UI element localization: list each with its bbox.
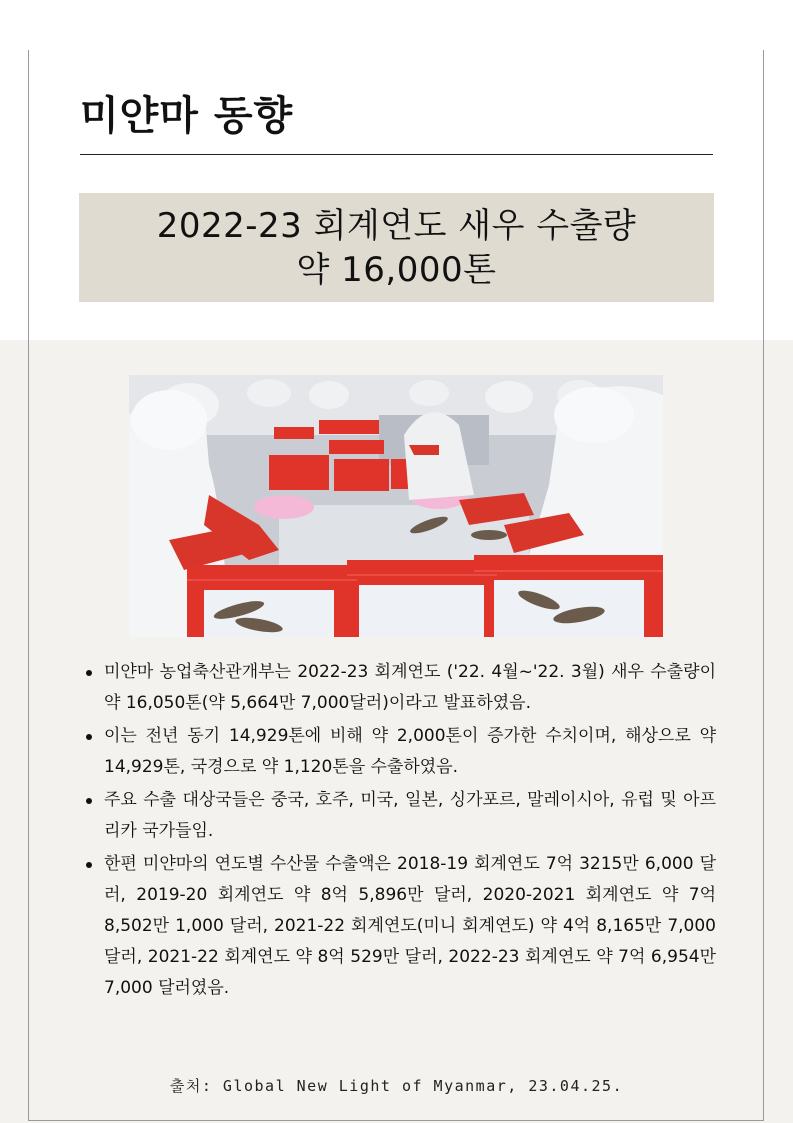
shrimp-processing-photo bbox=[129, 375, 663, 637]
bullet-dot-icon bbox=[86, 734, 92, 740]
title-divider bbox=[80, 154, 713, 155]
bullet-item bbox=[80, 849, 716, 1004]
page-title: 미얀마 동향 bbox=[80, 93, 294, 139]
bullet-item bbox=[80, 785, 716, 847]
bullet-text: 이는 전년 동기 14,929톤에 비해 약 2,000톤이 증가한 수치이며, 해상으로 약 14,929톤, 국경으로 약 1,120톤을 수출하였음. bbox=[104, 726, 716, 777]
bullet-dot-icon bbox=[86, 862, 92, 868]
bullet-text: 한편 미얀마의 연도별 수산물 수출액은 2018-19 회계연도 7억 3215만 6,000 달러, 2019-20 회계연도 약 8억 5,896만 달러, 2020-2021 회계연도 약 7억 8,502만 1,000 달러, 2021-22 회계연도(미니 회계연도) 약 4억 8,165만 7,000 달러, 2021-22 회계연도 약 8억 529만 달러, 2022-23 회계연도 약 7억 6,954만 7,000 달러였음. bbox=[104, 854, 716, 998]
headline-line-2: 약 16,000톤 bbox=[296, 249, 497, 290]
bullet-text: 미얀마 농업축산관개부는 2022-23 회계연도 ('22. 4월~'22. 3월) 새우 수출량이 약 16,050톤(약 5,664만 7,000달러)이라고 발표하였음. bbox=[104, 662, 716, 713]
source-citation: 출처: Global New Light of Myanmar, 23.04.25. bbox=[169, 1077, 624, 1095]
bullet-item bbox=[80, 657, 716, 719]
headline-line-1: 2022-23 회계연도 새우 수출량 bbox=[156, 205, 637, 246]
bullet-text: 주요 수출 대상국들은 중국, 호주, 미국, 일본, 싱가포르, 말레이시아, 유럽 및 아프리카 국가들임. bbox=[104, 790, 716, 841]
bullet-item bbox=[80, 721, 716, 783]
bullet-list bbox=[80, 657, 716, 1006]
bullet-dot-icon bbox=[86, 670, 92, 676]
bullet-dot-icon bbox=[86, 798, 92, 804]
headline-box bbox=[79, 193, 714, 302]
